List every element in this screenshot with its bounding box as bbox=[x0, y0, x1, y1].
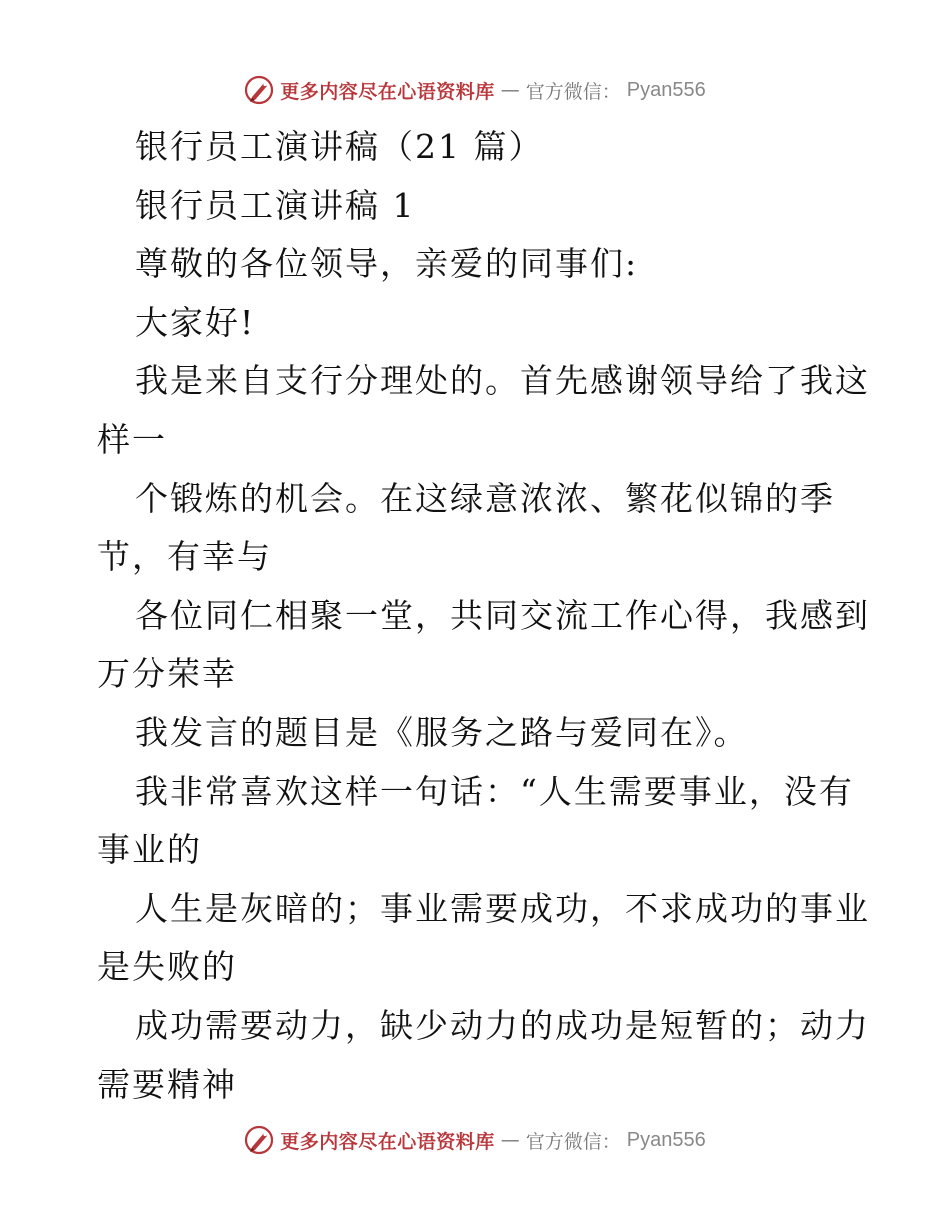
document-title: 银行员工演讲稿（21 篇） bbox=[135, 127, 544, 166]
text-line: 个锻炼的机会。在这绿意浓浓、繁花似锦的季 bbox=[135, 478, 835, 518]
header-wechat-id: Pyan556 bbox=[626, 78, 706, 101]
footer-wechat-label: 官方微信： bbox=[525, 1130, 621, 1153]
greeting: 大家好! bbox=[135, 302, 256, 342]
text-line: 我是来自支行分理处的。首先感谢领导给了我这 bbox=[135, 361, 870, 401]
pen-logo-icon bbox=[244, 1125, 274, 1155]
footer-wechat-id: Pyan556 bbox=[626, 1128, 706, 1151]
section-heading: 银行员工演讲稿 1 bbox=[135, 185, 416, 225]
text-line: 是失败的 bbox=[97, 947, 237, 987]
footer-promo-text: 更多内容尽在心语资料库 bbox=[280, 1130, 495, 1153]
footer-banner bbox=[0, 1120, 950, 1160]
salutation: 尊敬的各位领导，亲爱的同事们: bbox=[135, 244, 639, 284]
header-separator: — bbox=[500, 79, 520, 101]
text-line: 人生是灰暗的；事业需要成功，不求成功的事业 bbox=[135, 888, 870, 928]
header-wechat-label: 官方微信： bbox=[525, 80, 621, 103]
text-line: 事业的 bbox=[97, 830, 202, 870]
document-body bbox=[97, 118, 870, 1114]
text-line: 需要精神 bbox=[97, 1064, 237, 1104]
footer-separator: — bbox=[500, 1129, 520, 1151]
header-promo-text: 更多内容尽在心语资料库 bbox=[280, 80, 495, 103]
text-line: 各位同仁相聚一堂，共同交流工作心得，我感到 bbox=[135, 595, 870, 635]
text-line: 节，有幸与 bbox=[97, 537, 272, 577]
text-line: 样一 bbox=[97, 419, 167, 459]
text-line: 我非常喜欢这样一句话：“人生需要事业，没有 bbox=[135, 771, 854, 811]
pen-logo-icon bbox=[244, 75, 274, 105]
text-line: 成功需要动力，缺少动力的成功是短暂的；动力 bbox=[135, 1005, 870, 1045]
text-line: 我发言的题目是《服务之路与爱同在》。 bbox=[135, 712, 749, 752]
header-banner bbox=[0, 70, 950, 110]
text-line: 万分荣幸 bbox=[97, 654, 237, 694]
